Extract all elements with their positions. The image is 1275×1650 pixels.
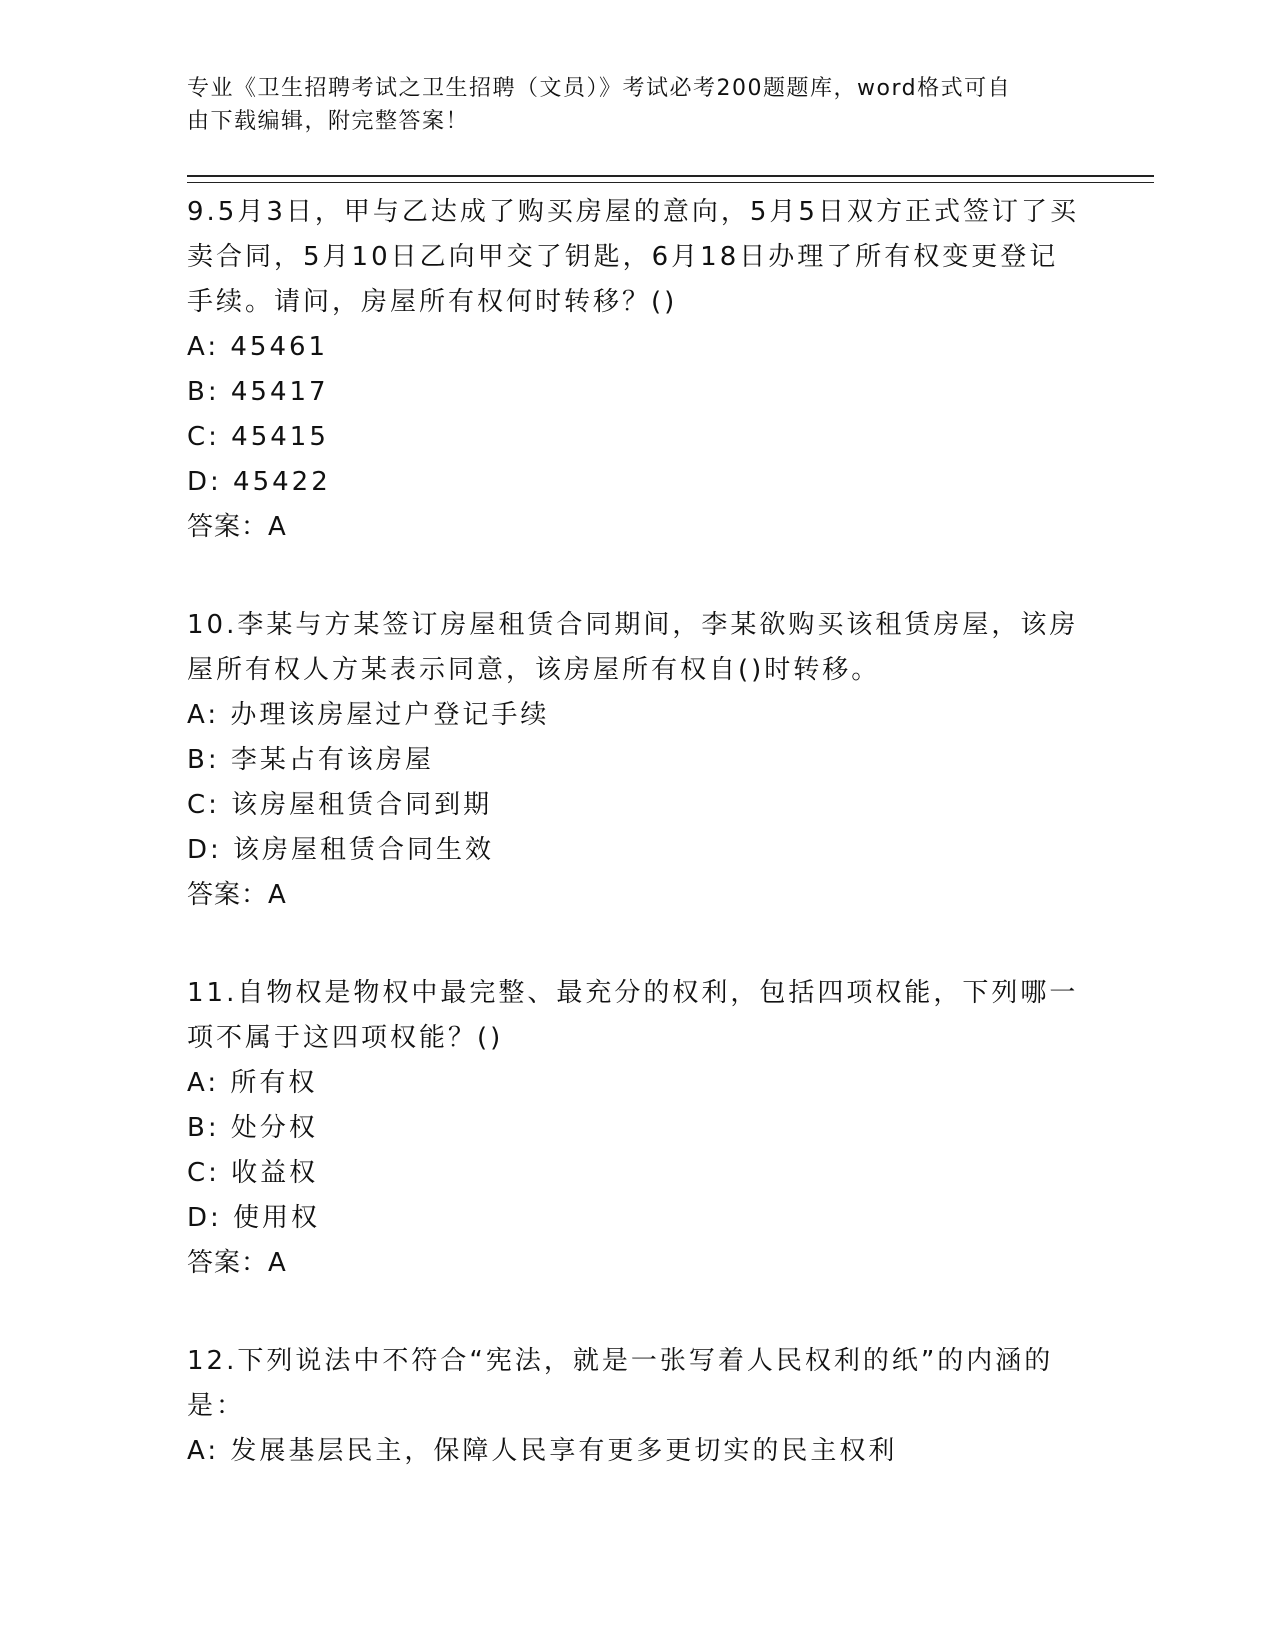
question-stem: 10.李某与方某签订房屋租赁合同期间，李某欲购买该租赁房屋，该房屋所有权人方某表示同意，该房屋所有权自()时转移。 xyxy=(187,610,1079,685)
option-a: A: 办理该房屋过户登记手续 xyxy=(187,700,550,730)
question-list xyxy=(187,190,1087,1527)
option-c: C: 收益权 xyxy=(187,1158,319,1188)
option-list xyxy=(187,1429,1087,1474)
option-d: D: 45422 xyxy=(187,467,331,497)
header-line-2: 由下载编辑，附完整答案！ xyxy=(187,109,470,134)
option-list xyxy=(187,693,1087,873)
option-b: B: 45417 xyxy=(187,377,329,407)
question-9 xyxy=(187,190,1087,550)
document-header xyxy=(187,72,1067,138)
question-stem: 11.自物权是物权中最完整、最充分的权利，包括四项权能，下列哪一项不属于这四项权能？() xyxy=(187,978,1079,1053)
option-a: A: 发展基层民主，保障人民享有更多更切实的民主权利 xyxy=(187,1436,898,1466)
answer-line: 答案：A xyxy=(187,880,287,910)
option-list xyxy=(187,325,1087,505)
header-divider-thick xyxy=(187,175,1154,177)
question-11 xyxy=(187,971,1087,1286)
answer-line: 答案：A xyxy=(187,1248,287,1278)
option-c: C: 45415 xyxy=(187,422,329,452)
option-b: B: 处分权 xyxy=(187,1113,318,1143)
option-list xyxy=(187,1061,1087,1241)
header-line-1: 专业《卫生招聘考试之卫生招聘（文员）》考试必考200题题库，word格式可自 xyxy=(187,76,1012,101)
option-d: D: 使用权 xyxy=(187,1203,321,1233)
option-b: B: 李某占有该房屋 xyxy=(187,745,434,775)
question-stem: 12.下列说法中不符合“宪法，就是一张写着人民权利的纸”的内涵的是： xyxy=(187,1346,1054,1421)
option-c: C: 该房屋租赁合同到期 xyxy=(187,790,493,820)
option-a: A: 所有权 xyxy=(187,1068,318,1098)
option-a: A: 45461 xyxy=(187,332,329,362)
question-10 xyxy=(187,603,1087,918)
question-12 xyxy=(187,1339,1087,1474)
answer-line: 答案：A xyxy=(187,512,287,542)
option-d: D: 该房屋租赁合同生效 xyxy=(187,835,495,865)
header-divider-thin xyxy=(187,182,1154,183)
question-stem: 9.5月3日，甲与乙达成了购买房屋的意向，5月5日双方正式签订了买卖合同，5月10日乙向甲交了钥匙，6月18日办理了所有权变更登记手续。请问，房屋所有权何时转移？() xyxy=(187,197,1079,317)
